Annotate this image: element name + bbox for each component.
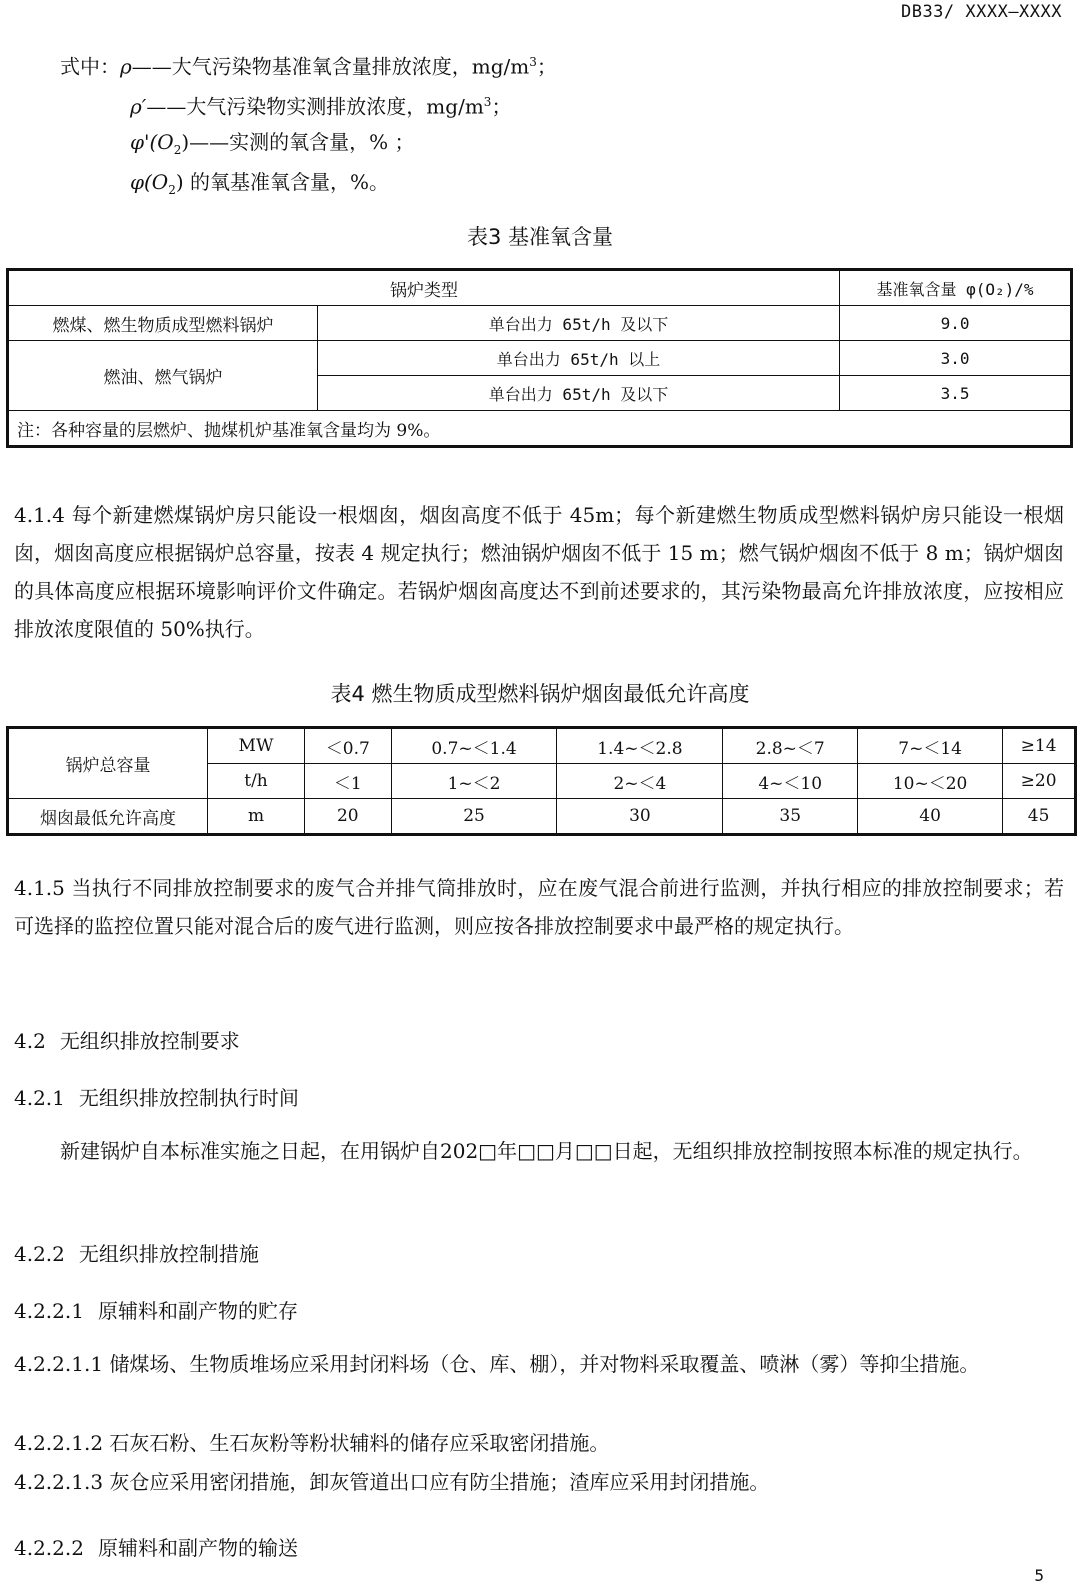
formula-sup-1: 3 <box>529 55 537 69</box>
table4-th-1: 1~＜2 <box>391 764 557 799</box>
table4-mw-1: 0.7~＜1.4 <box>391 728 557 764</box>
table4-h-1: 25 <box>391 799 557 835</box>
heading-4-2-1 <box>14 1082 299 1111</box>
formula-end-1: ； <box>536 54 557 79</box>
table3-row2-capacity: 单台出力 65t/h 以上 <box>318 341 840 376</box>
table4-h-5: 45 <box>1003 799 1076 835</box>
heading-4-2-2 <box>14 1238 259 1267</box>
formula-prefix: 式中： <box>60 54 120 79</box>
table4-mw-0: ＜0.7 <box>305 728 392 764</box>
table3-note: 注：各种容量的层燃炉、抛煤机炉基准氧含量均为 9%。 <box>8 411 1072 447</box>
formula-text-1: ——大气污染物基准氧含量排放浓度，mg/m <box>131 54 530 79</box>
formula-line-2 <box>130 90 511 119</box>
table-row <box>8 799 1076 835</box>
page-number: 5 <box>1034 1566 1044 1585</box>
table4-h-3: 35 <box>723 799 858 835</box>
table3-caption: 表3 基准氧含量 <box>466 225 614 249</box>
formula-line-4 <box>130 170 389 202</box>
formula-text-4: ) 的氧基准氧含量，%。 <box>175 170 390 194</box>
table3-row1-value: 9.0 <box>840 306 1072 341</box>
table4-h-4: 40 <box>858 799 1003 835</box>
heading-number: 4.2.1 <box>14 1086 65 1110</box>
paragraph-4-2-1: 新建锅炉自本标准实施之日起，在用锅炉自202□年□□月□□日起，无组织排放控制按照本标准的规定执行。 <box>60 1139 1033 1163</box>
table4-h-2: 30 <box>557 799 723 835</box>
table4-mw-4: 7~＜14 <box>858 728 1003 764</box>
paragraph-4-2-2-1-2: 4.2.2.1.2 石灰石粉、生石灰粉等粉状辅料的储存应采取密闭措施。 <box>14 1431 610 1455</box>
table3-row1-type: 燃煤、燃生物质成型燃料锅炉 <box>8 306 318 341</box>
table4-th-4: 10~＜20 <box>858 764 1003 799</box>
heading-text: 原辅料和副产物的贮存 <box>97 1299 298 1323</box>
formula-symbol-phi-prime: φ'(O <box>130 130 174 154</box>
formula-text-3: )——实测的氧含量，% ； <box>181 130 415 154</box>
formula-line-3 <box>130 130 415 162</box>
heading-text: 无组织排放控制执行时间 <box>78 1086 299 1110</box>
formula-symbol-rho: ρ <box>120 54 132 79</box>
table4-th-3: 4~＜10 <box>723 764 858 799</box>
table4-th-unit: t/h <box>208 764 305 799</box>
heading-4-2-2-1 <box>14 1295 298 1324</box>
paragraph-4-2-2-1-3: 4.2.2.1.3 灰仓应采用密闭措施，卸灰管道出口应有防尘措施；渣库应采用封闭措施。 <box>14 1470 770 1494</box>
heading-number: 4.2.2.1 <box>14 1299 84 1323</box>
heading-text: 无组织排放控制要求 <box>59 1029 240 1053</box>
table-row <box>8 411 1072 447</box>
table4-th-2: 2~＜4 <box>557 764 723 799</box>
table4-height-unit: m <box>208 799 305 835</box>
table-row <box>8 728 1076 764</box>
formula-symbol-rho-prime: ρ′ <box>130 94 147 119</box>
heading-number: 4.2.2 <box>14 1242 65 1266</box>
table3-row2-type: 燃油、燃气锅炉 <box>8 341 318 411</box>
heading-text: 原辅料和副产物的输送 <box>97 1536 298 1560</box>
table-row <box>8 306 1072 341</box>
formula-end-2: ； <box>491 94 512 119</box>
table4-caption: 表4 燃生物质成型燃料锅炉烟囱最低允许高度 <box>330 682 750 706</box>
table4-th-5: ≥20 <box>1003 764 1076 799</box>
table4-th-0: ＜1 <box>305 764 392 799</box>
formula-sup-2: 3 <box>483 95 492 109</box>
table4-mw-2: 1.4~＜2.8 <box>557 728 723 764</box>
table3-head-o2: 基准氧含量 φ(O₂)/% <box>840 270 1072 306</box>
heading-text: 无组织排放控制措施 <box>78 1242 259 1266</box>
table3-row2-value: 3.0 <box>840 341 1072 376</box>
formula-text-2: ——大气污染物实测排放浓度，mg/m <box>146 94 484 119</box>
heading-4-2-2-2 <box>14 1532 298 1561</box>
formula-symbol-phi: φ(O <box>130 170 169 194</box>
paragraph-4-1-5: 4.1.5 当执行不同排放控制要求的废气合并排气筒排放时，应在废气混合前进行监测，并执行相应的排放控制要求；若可选择的监控位置只能对混合后的废气进行监测，则应按各排放控制要求中最严格的规定执行。 <box>14 876 1064 938</box>
table4-h-0: 20 <box>305 799 392 835</box>
table4-capacity-label: 锅炉总容量 <box>8 728 208 799</box>
table3-row3-value: 3.5 <box>840 376 1072 411</box>
table4-height-label: 烟囱最低允许高度 <box>8 799 208 835</box>
table4-mw-5: ≥14 <box>1003 728 1076 764</box>
table-row <box>8 270 1072 306</box>
formula-line-1 <box>60 50 557 79</box>
formula-sub-3: 2 <box>173 143 182 157</box>
table4-mw-unit: MW <box>208 728 305 764</box>
heading-4-2 <box>14 1025 240 1054</box>
heading-number: 4.2 <box>14 1029 46 1053</box>
table4-chimney-height <box>6 726 1077 836</box>
table4-mw-3: 2.8~＜7 <box>723 728 858 764</box>
standard-code-header: DB33/ XXXX—XXXX <box>900 2 1062 22</box>
table3-row3-capacity: 单台出力 65t/h 及以下 <box>318 376 840 411</box>
table3-head-type: 锅炉类型 <box>8 270 840 306</box>
formula-sub-4: 2 <box>168 183 176 197</box>
paragraph-4-2-2-1-1: 4.2.2.1.1 储煤场、生物质堆场应采用封闭料场（仓、库、棚），并对物料采取覆盖、喷淋（雾）等抑尘措施。 <box>14 1352 980 1376</box>
table3-reference-oxygen <box>6 268 1073 448</box>
heading-number: 4.2.2.2 <box>14 1536 84 1560</box>
table-row <box>8 341 1072 376</box>
table3-row1-capacity: 单台出力 65t/h 及以下 <box>318 306 840 341</box>
paragraph-4-1-4: 4.1.4 每个新建燃煤锅炉房只能设一根烟囱，烟囱高度不低于 45m；每个新建燃生物质成型燃料锅炉房只能设一根烟囱，烟囱高度应根据锅炉总容量，按表 4 规定执行；燃油锅炉烟囱不低于 15 m；燃气锅炉烟囱不低于 8 m；锅炉烟囱的具体高度应根据环境影响评价文件确定。若锅炉烟囱高度达不到前述要求的，其污染物最高允许排放浓度，应按相应排放浓度限值的 50%执行。 <box>14 503 1064 641</box>
